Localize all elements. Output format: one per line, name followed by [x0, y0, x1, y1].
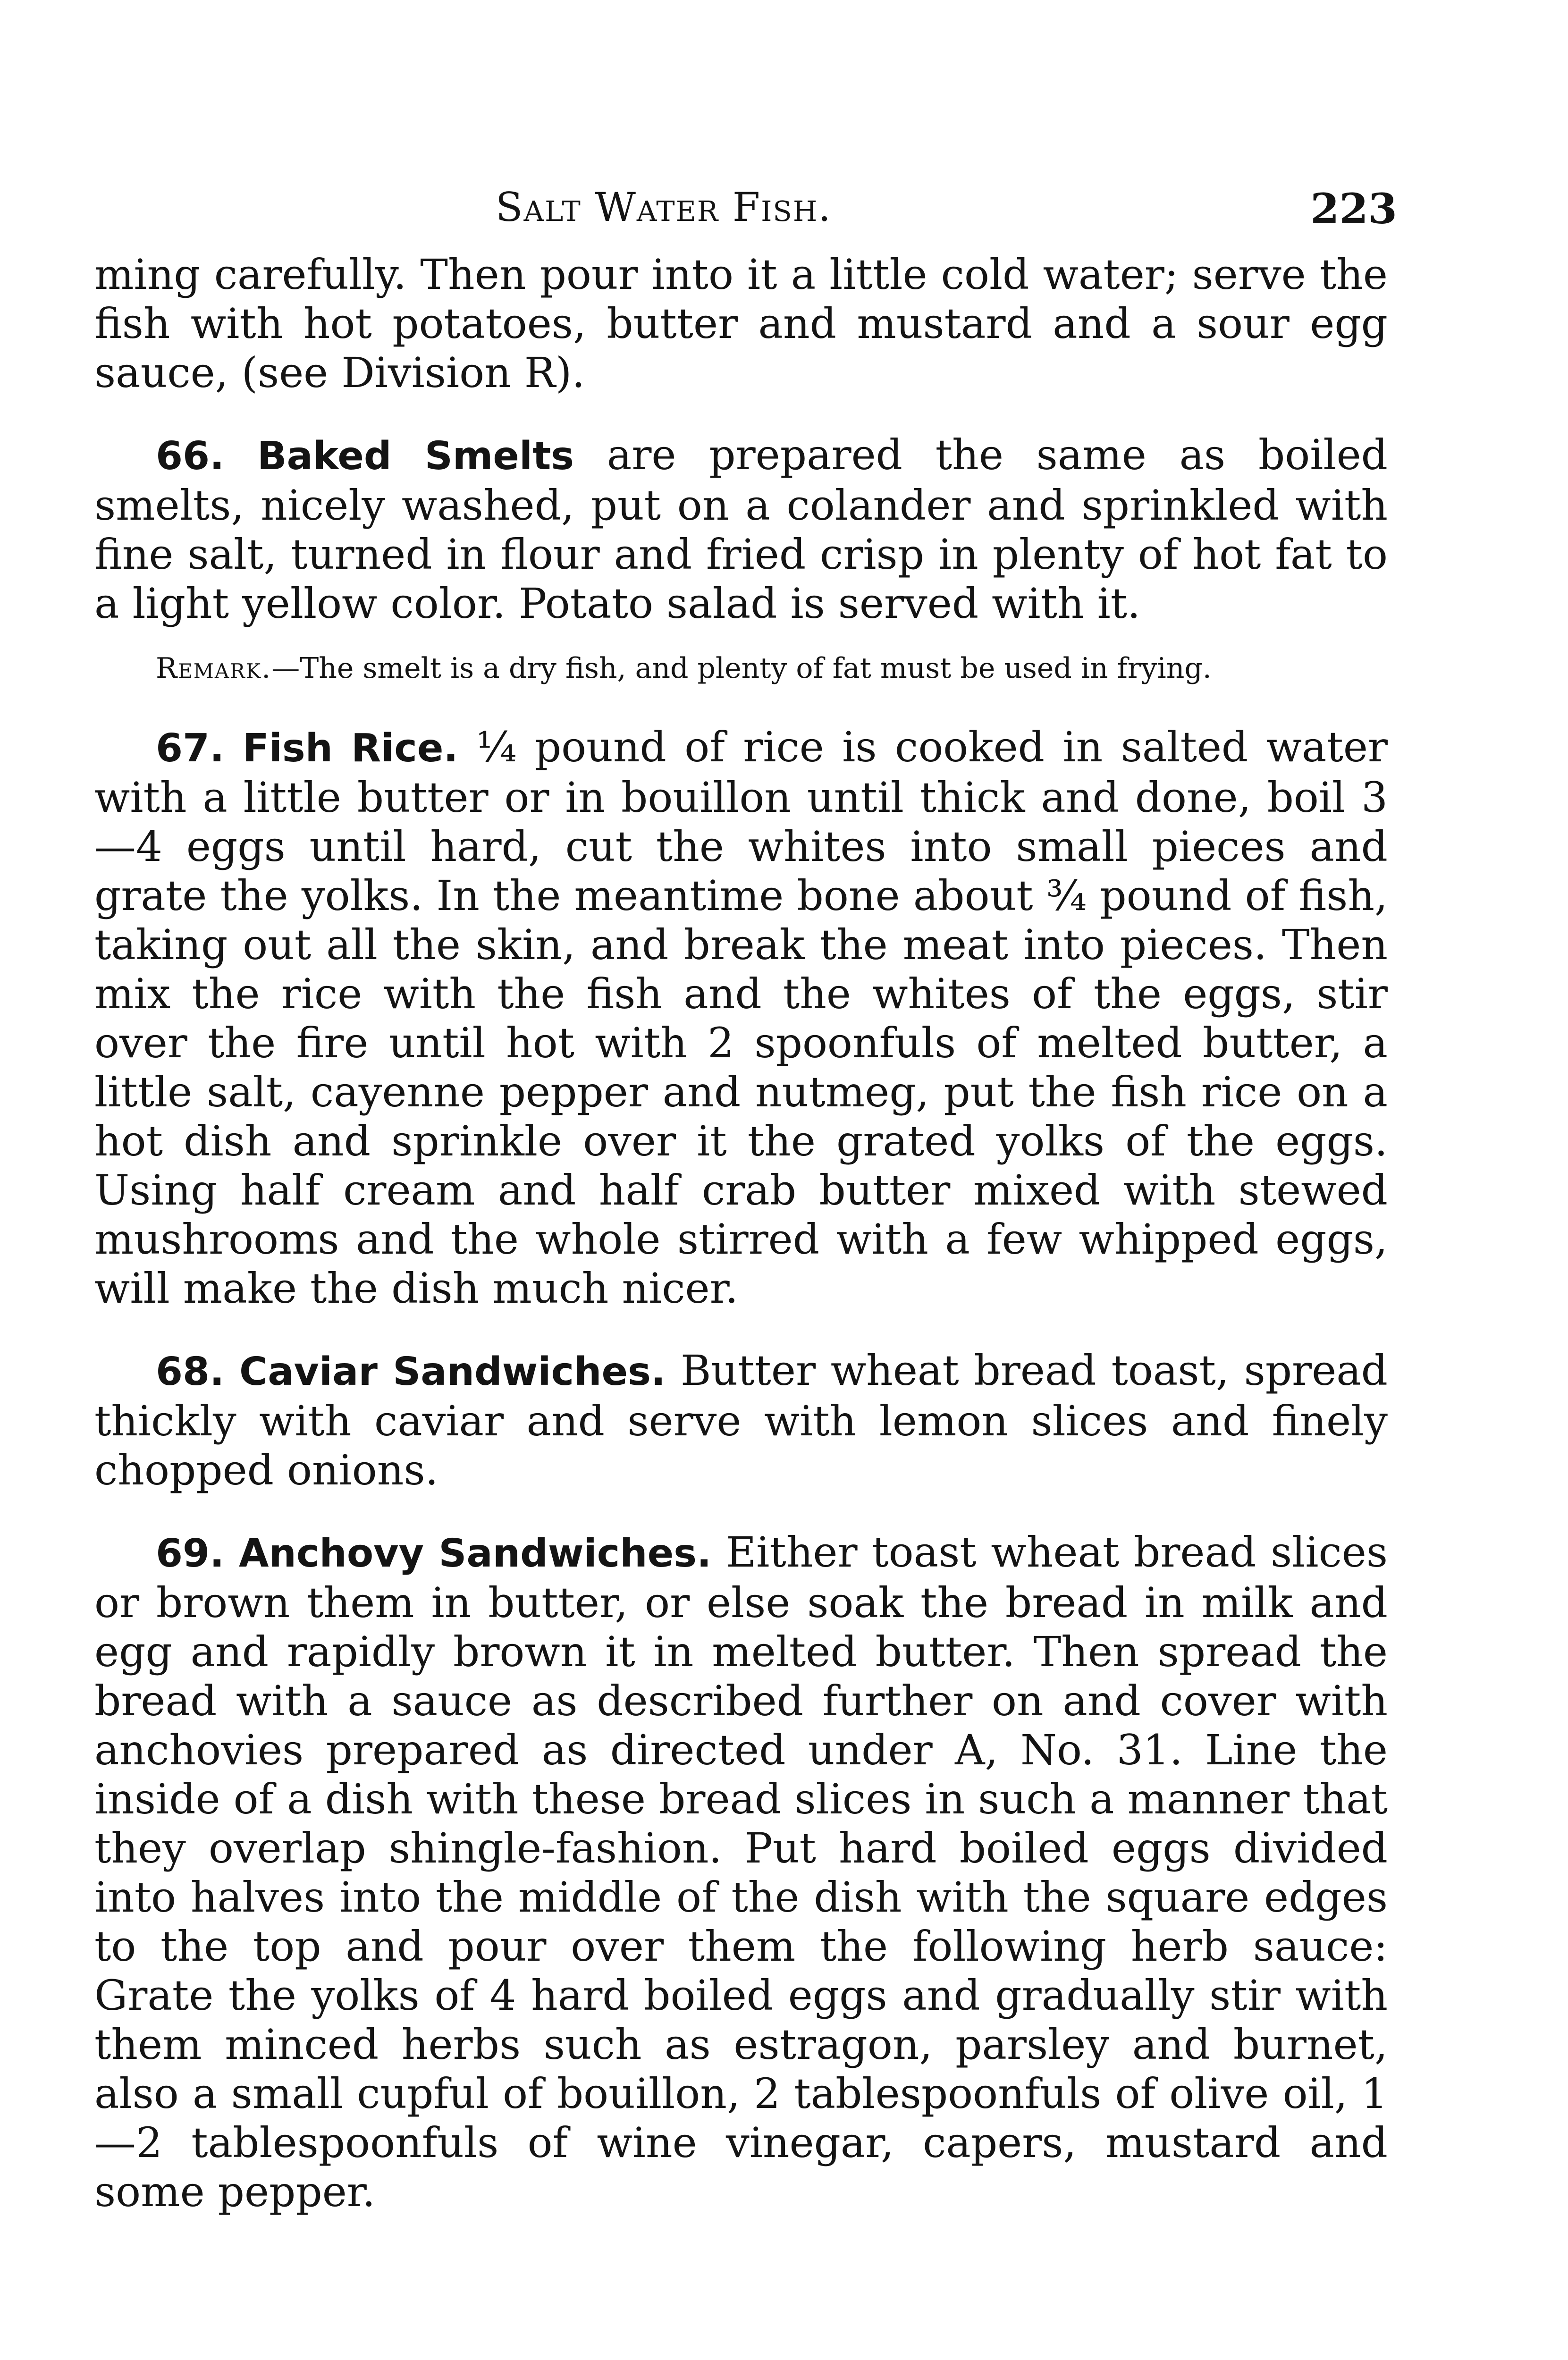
- recipe-number: 67.: [156, 726, 225, 771]
- recipe-66: [94, 430, 1388, 628]
- continuation-paragraph: ming carefully. Then pour into it a little cold water; serve the fish with hot potatoes, butter and mustard and a sour egg sauce, (see Division R).: [94, 250, 1388, 397]
- recipe-title: Baked Smelts: [257, 434, 574, 479]
- page-number: 223: [1310, 184, 1397, 233]
- recipe-title: Caviar Sandwiches.: [239, 1349, 666, 1394]
- recipe-number: 69.: [156, 1531, 225, 1576]
- recipe-title: Anchovy Sandwiches.: [239, 1531, 712, 1576]
- recipe-number: 66.: [156, 434, 225, 479]
- recipe-body: ¼ pound of rice is cooked in salted water with a little butter or in bouillon until thick and done, boil 3—4 eggs until hard, cut the whites into small pieces and grate the yolks. In the meantime bone about ¾ pound of fish, taking out all the skin, and break the meat into pieces. Then mix the rice with the fish and the whites of the eggs, stir over the fire until hot with 2 spoonfuls of melted butter, a little salt, cayenne pepper and nutmeg, put the fish rice on a hot dish and sprinkle over it the grated yolks of the eggs. Using half cream and half crab butter mixed with stewed mushrooms and the whole stirred with a few whipped eggs, will make the dish much nicer.: [94, 723, 1388, 1313]
- recipe-68: [94, 1346, 1388, 1495]
- remark-label: Remark.: [156, 652, 272, 685]
- recipe-69: [94, 1528, 1388, 2217]
- recipe-body: Butter wheat bread toast, spread thickly with caviar and serve with lemon slices and finely chopped onions.: [94, 1346, 1388, 1494]
- running-head: [94, 184, 1397, 241]
- recipe-body: Either toast wheat bread slices or brown them in butter, or else soak the bread in milk and egg and rapidly brown it in melted butter. Then spread the bread with a sauce as described further on and cover with anchovies prepared as directed under A, No. 31. Line the inside of a dish with these bread slices in such a manner that they overlap shingle-fashion. Put hard boiled eggs divided into halves into the middle of the dish with the square edges to the top and pour over them the following herb sauce: Grate the yolks of 4 hard boiled eggs and gradually stir with them minced herbs such as estragon, parsley and burnet, also a small cupful of bouillon, 2 tablespoonfuls of olive oil, 1—2 tablespoonfuls of wine vinegar, capers, mustard and some pepper.: [94, 1528, 1388, 2216]
- remark-note: [94, 647, 1388, 690]
- recipe-number: 68.: [156, 1349, 225, 1394]
- recipe-title: Fish Rice.: [242, 726, 458, 771]
- running-title: Salt Water Fish.: [496, 184, 832, 230]
- remark-text: —The smelt is a dry fish, and plenty of fat must be used in frying.: [271, 652, 1212, 685]
- recipe-67: [94, 723, 1388, 1313]
- book-page: [94, 184, 1397, 2217]
- recipe-body: are prepared the same as boiled smelts, nicely washed, put on a colander and sprinkled with fine salt, turned in flour and fried crisp in plenty of hot fat to a light yellow color. Potato salad is served with it.: [94, 430, 1388, 628]
